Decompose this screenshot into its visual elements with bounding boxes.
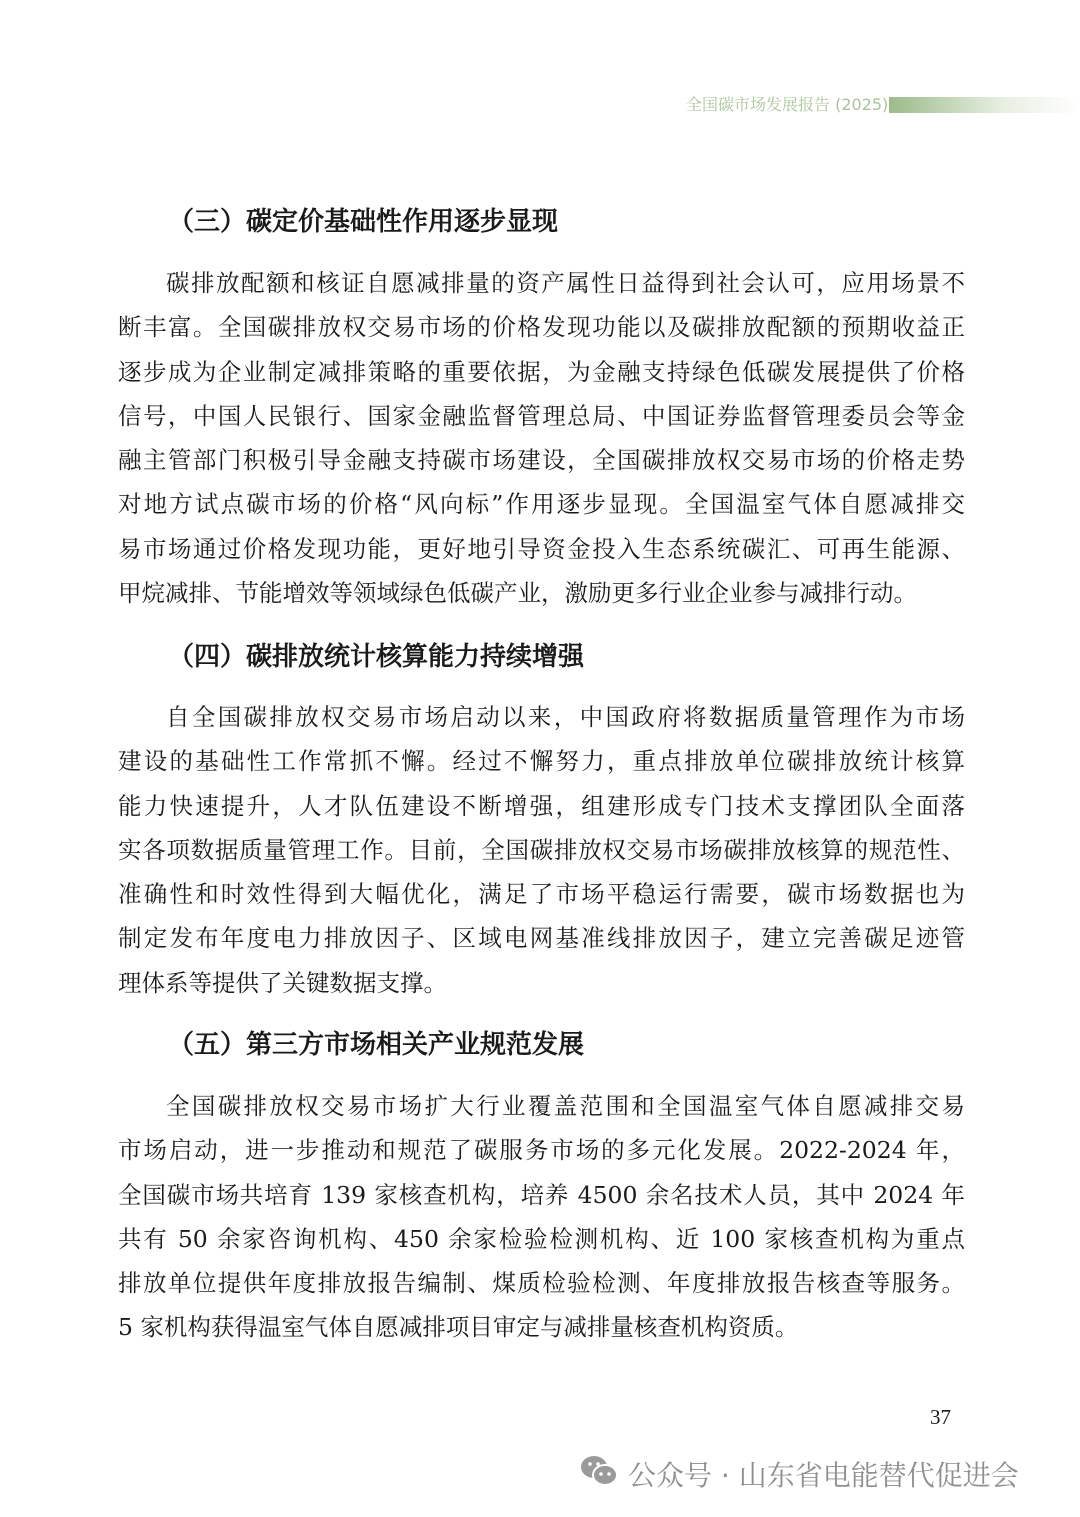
paragraph-line: 自全国碳排放权交易市场启动以来，中国政府将数据质量管理作为市场 bbox=[166, 703, 965, 731]
section-heading-4: （四）碳排放统计核算能力持续增强 bbox=[168, 642, 585, 672]
paragraph-line: 逐步成为企业制定减排策略的重要依据，为金融支持绿色低碳发展提供了价格 bbox=[118, 357, 965, 386]
running-header: 全国碳市场发展报告 (2025) bbox=[686, 95, 889, 114]
paragraph-line: 能力快速提升，人才队伍建设不断增强，组建形成专门技术支撑团队全面落 bbox=[118, 791, 965, 820]
paragraph-line: 融主管部门积极引导金融支持碳市场建设，全国碳排放权交易市场的价格走势 bbox=[118, 446, 965, 475]
wechat-icon bbox=[580, 1455, 618, 1494]
paragraph-line: 对地方试点碳市场的价格“风向标”作用逐步显现。全国温室气体自愿减排交 bbox=[118, 490, 965, 519]
paragraph-line: 全国碳排放权交易市场扩大行业覆盖范围和全国温室气体自愿减排交易 bbox=[166, 1092, 965, 1120]
paragraph-line: 准确性和时效性得到大幅优化，满足了市场平稳运行需要，碳市场数据也为 bbox=[118, 880, 965, 909]
paragraph-line: 制定发布年度电力排放因子、区域电网基准线排放因子，建立完善碳足迹管 bbox=[118, 924, 965, 953]
paragraph-line: 5 家机构获得温室气体自愿减排项目审定与减排量核查机构资质。 bbox=[118, 1313, 799, 1342]
section-heading-3: （三）碳定价基础性作用逐步显现 bbox=[168, 207, 559, 237]
paragraph-line: 易市场通过价格发现功能，更好地引导资金投入生态系统碳汇、可再生能源、 bbox=[118, 534, 965, 563]
paragraph-line: 实各项数据质量管理工作。目前，全国碳排放权交易市场碳排放核算的规范性、 bbox=[118, 835, 965, 864]
paragraph-line: 市场启动，进一步推动和规范了碳服务市场的多元化发展。2022-2024 年， bbox=[118, 1136, 965, 1165]
paragraph-line: 断丰富。全国碳排放权交易市场的价格发现功能以及碳排放配额的预期收益正 bbox=[118, 313, 965, 342]
paragraph-line: 理体系等提供了关键数据支撑。 bbox=[118, 968, 447, 997]
section-body-3 bbox=[118, 261, 965, 615]
paragraph-line: 全国碳市场共培育 139 家核查机构，培养 4500 余名技术人员，其中 2024 年 bbox=[118, 1180, 965, 1209]
section-body-5 bbox=[118, 1084, 965, 1350]
watermark-text: 公众号 · 山东省电能替代促进会 bbox=[628, 1459, 1019, 1492]
paragraph-line: 信号，中国人民银行、国家金融监督管理总局、中国证券监督管理委员会等金 bbox=[118, 401, 965, 430]
watermark bbox=[580, 1454, 1019, 1494]
paragraph-line: 建设的基础性工作常抓不懈。经过不懈努力，重点排放单位碳排放统计核算 bbox=[118, 747, 965, 776]
paragraph-line: 甲烷减排、节能增效等领域绿色低碳产业，激励更多行业企业参与减排行动。 bbox=[118, 579, 917, 608]
header-gradient-bar bbox=[889, 97, 1080, 113]
paragraph-line: 排放单位提供年度排放报告编制、煤质检验检测、年度排放报告核查等服务。 bbox=[118, 1269, 965, 1298]
paragraph-line: 碳排放配额和核证自愿减排量的资产属性日益得到社会认可，应用场景不 bbox=[166, 269, 965, 297]
page-number: 37 bbox=[930, 1405, 951, 1429]
section-heading-5: （五）第三方市场相关产业规范发展 bbox=[168, 1030, 585, 1060]
section-body-4 bbox=[118, 695, 965, 1005]
paragraph-line: 共有 50 余家咨询机构、450 余家检验检测机构、近 100 家核查机构为重点 bbox=[118, 1224, 965, 1253]
